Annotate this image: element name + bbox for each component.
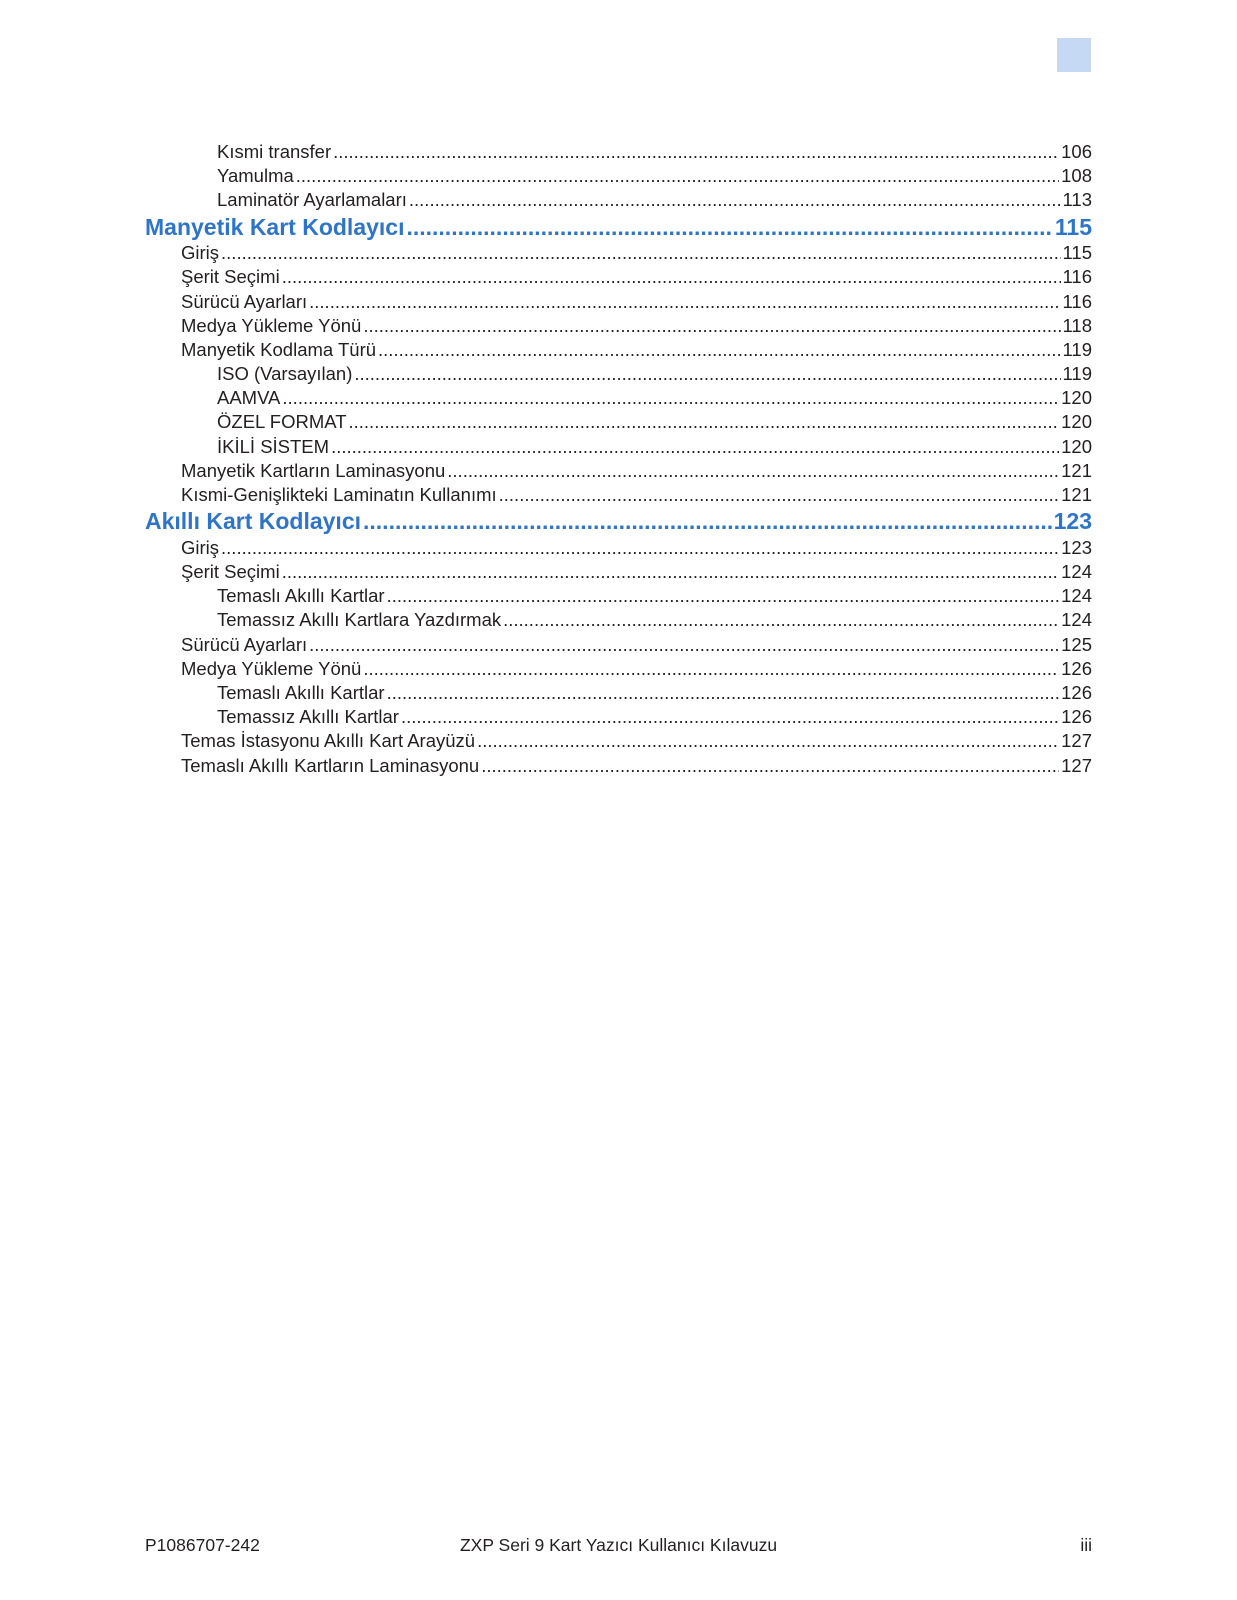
toc-entry-title: Sürücü Ayarları — [181, 633, 308, 655]
footer-page-number: iii — [1080, 1535, 1092, 1555]
footer-doc-title: ZXP Seri 9 Kart Yazıcı Kullanıcı Kılavuzu — [459, 1535, 778, 1555]
toc-entry-title: Manyetik Kartların Laminasyonu — [181, 459, 446, 481]
toc-entry-title: Temassız Akıllı Kartlar — [217, 706, 399, 728]
toc-dot-leader — [282, 386, 1059, 410]
toc-entry[interactable] — [145, 362, 1092, 386]
toc-entry[interactable] — [145, 140, 1092, 164]
toc-entry[interactable] — [145, 560, 1092, 584]
toc-entry[interactable] — [145, 729, 1092, 753]
toc-entry-title: İKİLİ SİSTEM — [217, 435, 330, 457]
toc-entry-page: 124 — [1061, 561, 1092, 582]
toc-entry-page: 124 — [1061, 609, 1092, 631]
toc-entry-page: 118 — [1062, 314, 1092, 336]
toc-entry-page: 124 — [1061, 585, 1092, 607]
toc-dot-leader — [363, 657, 1059, 681]
footer-doc-number: P1086707-242 — [145, 1535, 260, 1555]
corner-tab-marker — [1057, 38, 1091, 72]
toc-entry-title: Şerit Seçimi — [181, 266, 280, 288]
toc-dot-leader — [296, 164, 1059, 188]
toc-chapter-entry[interactable] — [145, 213, 1092, 242]
toc-entry[interactable] — [145, 338, 1092, 362]
toc-dot-leader — [363, 507, 1052, 536]
toc-dot-leader — [401, 705, 1059, 729]
toc-entry-title: Giriş — [181, 242, 220, 264]
toc-entry[interactable] — [145, 584, 1092, 608]
toc-entry[interactable] — [145, 657, 1092, 681]
toc-entry[interactable] — [145, 536, 1092, 560]
toc-entry-title: Medya Yükleme Yönü — [181, 314, 362, 336]
toc-entry[interactable] — [145, 681, 1092, 705]
toc-entry-page: 120 — [1061, 435, 1092, 457]
toc-entry-page: 119 — [1062, 363, 1092, 385]
toc-entry-page: 126 — [1061, 681, 1092, 703]
toc-entry[interactable] — [145, 633, 1092, 657]
toc-entry-page: 119 — [1062, 338, 1092, 360]
toc-dot-leader — [378, 338, 1060, 362]
toc-entry-page: 123 — [1061, 536, 1092, 558]
toc-entry-title: Kısmi-Genişlikteki Laminatın Kullanımı — [181, 484, 497, 506]
toc-entry-page: 126 — [1061, 706, 1092, 728]
toc-entry[interactable] — [145, 483, 1092, 507]
toc-entry[interactable] — [145, 386, 1092, 410]
toc-dot-leader — [499, 483, 1059, 507]
toc-dot-leader — [221, 536, 1059, 560]
toc-entry-title: Yamulma — [217, 165, 294, 187]
toc-entry-page: 115 — [1054, 213, 1092, 240]
toc-entry-page: 108 — [1061, 165, 1092, 187]
toc-entry-page: 121 — [1061, 484, 1092, 506]
toc-dot-leader — [354, 362, 1060, 386]
toc-entry-title: Medya Yükleme Yönü — [181, 657, 362, 679]
toc-entry-page: 123 — [1053, 508, 1092, 535]
toc-entry-title: Akıllı Kart Kodlayıcı — [145, 508, 362, 535]
toc-dot-leader — [309, 290, 1060, 314]
toc-entry-title: Giriş — [181, 536, 220, 558]
toc-dot-leader — [477, 729, 1059, 753]
toc-entry[interactable] — [145, 241, 1092, 265]
toc-entry-title: Kısmi transfer — [217, 141, 332, 162]
toc-dot-leader — [447, 459, 1059, 483]
toc-entry-title: AAMVA — [217, 387, 281, 409]
toc-entry[interactable] — [145, 410, 1092, 434]
toc-entry-title: Sürücü Ayarları — [181, 290, 308, 312]
toc-entry-page: 127 — [1061, 730, 1092, 752]
toc-entry-title: Manyetik Kart Kodlayıcı — [145, 213, 405, 240]
toc-dot-leader — [309, 633, 1059, 657]
toc-entry[interactable] — [145, 290, 1092, 314]
toc-entry[interactable] — [145, 608, 1092, 632]
table-of-contents — [145, 140, 1092, 778]
toc-entry[interactable] — [145, 188, 1092, 212]
toc-dot-leader — [333, 140, 1059, 164]
toc-entry-title: ISO (Varsayılan) — [217, 363, 353, 385]
toc-dot-leader — [387, 584, 1060, 608]
toc-entry-page: 125 — [1061, 633, 1092, 655]
toc-dot-leader — [282, 560, 1059, 584]
toc-entry-page: 126 — [1061, 657, 1092, 679]
toc-entry-page: 115 — [1062, 242, 1092, 264]
toc-chapter-entry[interactable] — [145, 507, 1092, 536]
toc-entry-title: ÖZEL FORMAT — [217, 411, 347, 433]
toc-dot-leader — [349, 410, 1060, 434]
toc-entry-page: 116 — [1062, 290, 1092, 312]
toc-entry-title: Manyetik Kodlama Türü — [181, 338, 377, 360]
toc-dot-leader — [387, 681, 1060, 705]
toc-entry-title: Temaslı Akıllı Kartlar — [217, 681, 385, 703]
toc-dot-leader — [363, 314, 1060, 338]
toc-entry[interactable] — [145, 164, 1092, 188]
toc-entry-title: Laminatör Ayarlamaları — [217, 189, 407, 211]
toc-entry-title: Şerit Seçimi — [181, 561, 280, 582]
page-footer — [145, 1535, 1092, 1559]
toc-entry-page: 127 — [1061, 754, 1092, 776]
toc-dot-leader — [409, 188, 1061, 212]
toc-entry-title: Temassız Akıllı Kartlara Yazdırmak — [217, 609, 502, 631]
toc-entry-title: Temaslı Akıllı Kartların Laminasyonu — [181, 754, 480, 776]
toc-dot-leader — [481, 754, 1059, 778]
toc-entry-title: Temas İstasyonu Akıllı Kart Arayüzü — [181, 730, 476, 752]
toc-entry[interactable] — [145, 459, 1092, 483]
toc-dot-leader — [331, 435, 1059, 459]
toc-entry[interactable] — [145, 705, 1092, 729]
toc-dot-leader — [221, 241, 1060, 265]
toc-entry[interactable] — [145, 314, 1092, 338]
toc-entry-title: Temaslı Akıllı Kartlar — [217, 585, 385, 607]
toc-entry[interactable] — [145, 265, 1092, 289]
toc-entry[interactable] — [145, 435, 1092, 459]
toc-dot-leader — [503, 608, 1059, 632]
toc-dot-leader — [282, 265, 1061, 289]
toc-entry-page: 113 — [1062, 189, 1092, 211]
toc-entry-page: 116 — [1062, 266, 1092, 288]
toc-entry-page: 121 — [1061, 459, 1092, 481]
toc-dot-leader — [406, 213, 1052, 242]
toc-entry[interactable] — [145, 754, 1092, 778]
toc-entry-page: 120 — [1061, 411, 1092, 433]
toc-entry-page: 120 — [1061, 387, 1092, 409]
toc-entry-page: 106 — [1061, 141, 1092, 162]
